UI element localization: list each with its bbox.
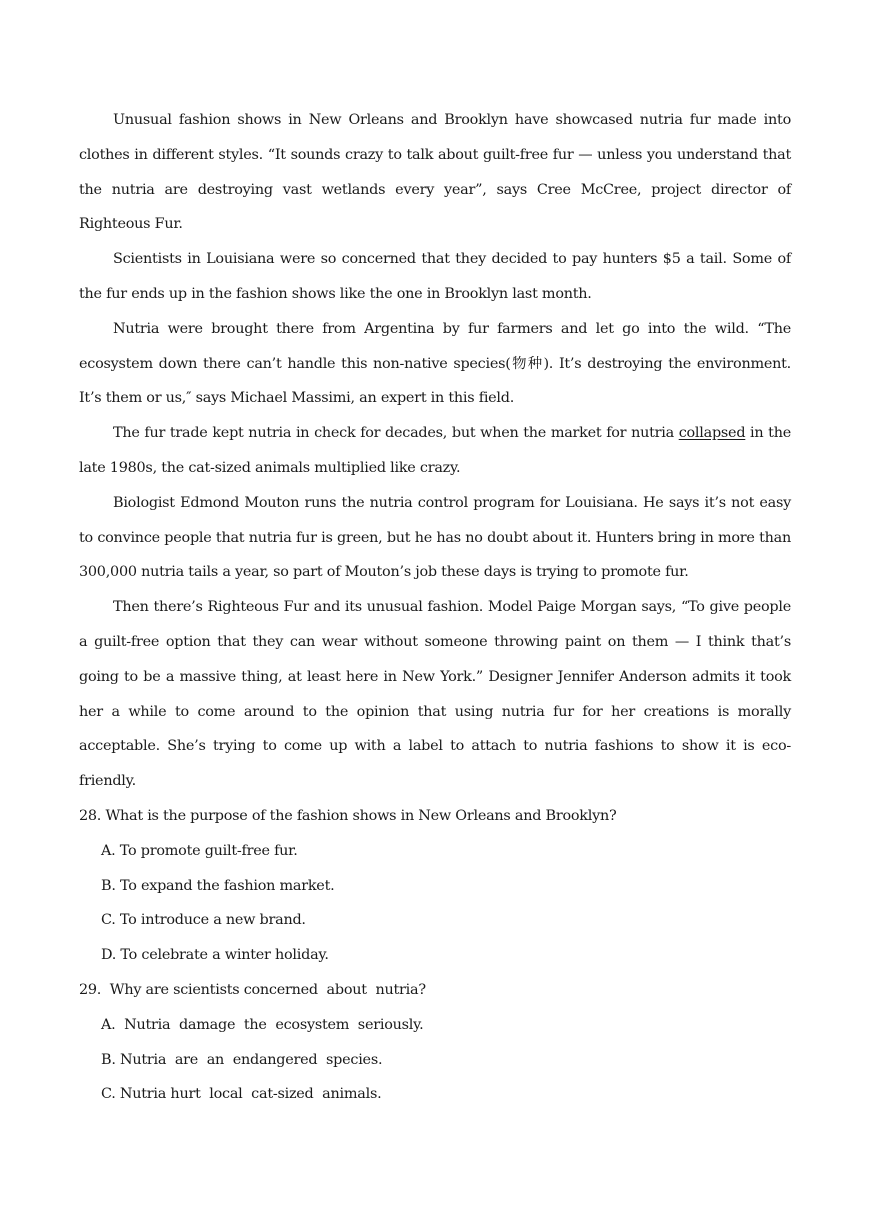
passage-paragraph-6: Then there’s Righteous Fur and its unusual fashion. Model Paige Morgan says, “To give people a guilt-free option that they can wear without someone throwing paint on them — I think that’s going to be a massive thing, at least here in New York.” Designer Jennifer Anderson admits it took her a while to come around to the opinion that using nutria fur for her creations is morally acceptable. She’s trying to come up with a label to attach to nutria fashions to show it is eco-friendly. xyxy=(79,599,791,790)
question-stem: 28. What is the purpose of the fashion shows in New Orleans and Brooklyn? xyxy=(79,807,617,824)
document-page xyxy=(79,103,791,1112)
question-stem: 29. Why are scientists concerned about nutria? xyxy=(79,981,426,998)
option-b: B. Nutria are an endangered species. xyxy=(101,1051,383,1068)
passage-paragraph-5: Biologist Edmond Mouton runs the nutria control program for Louisiana. He says it’s not easy to convince people that nutria fur is green, but he has no doubt about it. Hunters bring in more than 300,000 nutria tails a year, so part of Mouton’s job these days is trying to promote fur. xyxy=(79,494,791,581)
question-29 xyxy=(79,973,791,1112)
underlined-word-collapsed: collapsed xyxy=(678,425,746,442)
option-d: D. To celebrate a winter holiday. xyxy=(101,947,329,964)
option-a: A. Nutria damage the ecosystem seriously. xyxy=(101,1016,424,1033)
paragraph-4-text-start: The fur trade kept nutria in check for decades, but when the market for nutria xyxy=(113,425,679,442)
paragraph-4-text-end: in the late 1980s, the cat-sized animals multiplied like crazy. xyxy=(79,425,791,476)
passage-paragraph-1: Unusual fashion shows in New Orleans and Brooklyn have showcased nutria fur made into clothes in different styles. “It sounds crazy to talk about guilt-free fur — unless you understand that the nutria are destroying vast wetlands every year”, says Cree McCree, project director of Righteous Fur. xyxy=(79,112,791,233)
option-c: C. To introduce a new brand. xyxy=(101,912,306,929)
question-28 xyxy=(79,799,791,973)
option-a: A. To promote guilt-free fur. xyxy=(101,842,298,859)
passage-paragraph-4 xyxy=(79,416,791,486)
option-b: B. To expand the fashion market. xyxy=(101,877,335,894)
passage-paragraph-3: Nutria were brought there from Argentina by fur farmers and let go into the wild. “The ecosystem down there can’t handle this non-native species(物种). It’s destroying the environment. It’s them or us,″ says Michael Massimi, an expert in this field. xyxy=(79,320,791,407)
option-c: C. Nutria hurt local cat-sized animals. xyxy=(101,1086,382,1103)
reading-passage xyxy=(79,103,791,799)
passage-paragraph-2: Scientists in Louisiana were so concerned that they decided to pay hunters $5 a tail. Some of the fur ends up in the fashion shows like the one in Brooklyn last month. xyxy=(79,251,791,302)
